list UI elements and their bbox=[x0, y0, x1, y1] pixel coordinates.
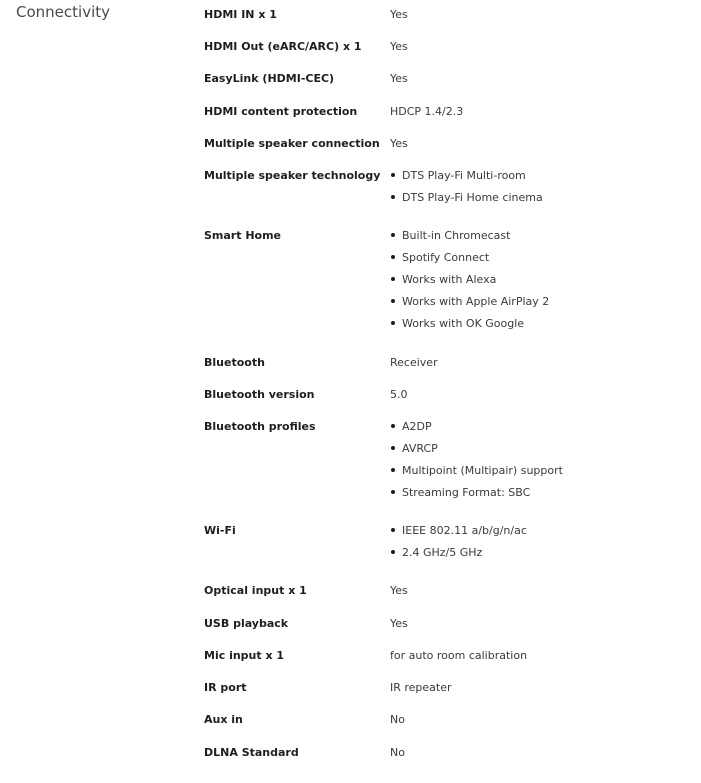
spec-value: IR repeater bbox=[390, 681, 452, 694]
spec-label: USB playback bbox=[204, 617, 289, 630]
spec-label: Aux in bbox=[204, 713, 243, 726]
spec-value: No bbox=[390, 746, 405, 759]
spec-value: Receiver bbox=[390, 356, 438, 369]
spec-row-bluetooth bbox=[204, 348, 684, 380]
spec-label: HDMI content protection bbox=[204, 105, 358, 118]
list-item: Multipoint (Multipair) support bbox=[390, 464, 563, 477]
spec-value: HDCP 1.4/2.3 bbox=[390, 105, 464, 118]
spec-label: DLNA Standard bbox=[204, 746, 299, 759]
list-item: DTS Play-Fi Multi-room bbox=[390, 169, 543, 182]
spec-value: Yes bbox=[390, 72, 408, 85]
spec-value bbox=[390, 221, 549, 330]
spec-value: Yes bbox=[390, 8, 408, 21]
list-item: Works with Alexa bbox=[390, 273, 549, 286]
list-item: Works with Apple AirPlay 2 bbox=[390, 295, 549, 308]
spec-row-ir-port bbox=[204, 673, 684, 705]
list-item: IEEE 802.11 a/b/g/n/ac bbox=[390, 524, 527, 537]
spec-value bbox=[390, 516, 527, 559]
spec-value: Yes bbox=[390, 584, 408, 597]
bullet-list bbox=[390, 169, 543, 204]
list-item: Spotify Connect bbox=[390, 251, 549, 264]
spec-label: HDMI Out (eARC/ARC) x 1 bbox=[204, 40, 362, 53]
spec-row-usb-playback bbox=[204, 609, 684, 641]
spec-label: IR port bbox=[204, 681, 247, 694]
spec-value: Yes bbox=[390, 617, 408, 630]
bullet-list bbox=[390, 420, 563, 499]
spec-row-bluetooth-profiles bbox=[204, 412, 684, 516]
spec-table bbox=[204, 0, 684, 770]
spec-row-dlna-standard bbox=[204, 738, 684, 770]
spec-row-mic-input bbox=[204, 641, 684, 673]
spec-row-hdmi-content-protection bbox=[204, 97, 684, 129]
bullet-list bbox=[390, 229, 549, 330]
bullet-list bbox=[390, 524, 527, 559]
spec-row-smart-home bbox=[204, 221, 684, 348]
spec-label: Multiple speaker connection bbox=[204, 137, 380, 150]
list-item: A2DP bbox=[390, 420, 563, 433]
spec-label: Bluetooth profiles bbox=[204, 420, 316, 433]
spec-row-optical-input bbox=[204, 576, 684, 609]
spec-label: Wi-Fi bbox=[204, 524, 236, 537]
spec-label: Mic input x 1 bbox=[204, 649, 285, 662]
spec-row-easylink bbox=[204, 64, 684, 97]
list-item: Works with OK Google bbox=[390, 317, 549, 330]
list-item: Built-in Chromecast bbox=[390, 229, 549, 242]
spec-value: Yes bbox=[390, 137, 408, 150]
spec-value bbox=[390, 161, 543, 204]
list-item: Streaming Format: SBC bbox=[390, 486, 563, 499]
spec-label: Bluetooth bbox=[204, 356, 265, 369]
spec-value: 5.0 bbox=[390, 388, 408, 401]
section-title: Connectivity bbox=[16, 3, 110, 21]
spec-label: Optical input x 1 bbox=[204, 584, 307, 597]
spec-row-multiple-speaker-technology bbox=[204, 161, 684, 221]
spec-value: for auto room calibration bbox=[390, 649, 528, 662]
spec-row-hdmi-out bbox=[204, 32, 684, 64]
spec-value: Yes bbox=[390, 40, 408, 53]
spec-value bbox=[390, 412, 563, 499]
spec-value: No bbox=[390, 713, 405, 726]
spec-row-wifi bbox=[204, 516, 684, 576]
spec-row-aux-in bbox=[204, 705, 684, 738]
spec-row-bluetooth-version bbox=[204, 380, 684, 412]
spec-label: Bluetooth version bbox=[204, 388, 315, 401]
list-item: DTS Play-Fi Home cinema bbox=[390, 191, 543, 204]
list-item: AVRCP bbox=[390, 442, 563, 455]
spec-label: HDMI IN x 1 bbox=[204, 8, 277, 21]
spec-row-multiple-speaker-connection bbox=[204, 129, 684, 161]
spec-row-hdmi-in bbox=[204, 0, 684, 32]
list-item: 2.4 GHz/5 GHz bbox=[390, 546, 527, 559]
spec-label: EasyLink (HDMI-CEC) bbox=[204, 72, 335, 85]
spec-label: Multiple speaker technology bbox=[204, 169, 381, 182]
spec-label: Smart Home bbox=[204, 229, 282, 242]
